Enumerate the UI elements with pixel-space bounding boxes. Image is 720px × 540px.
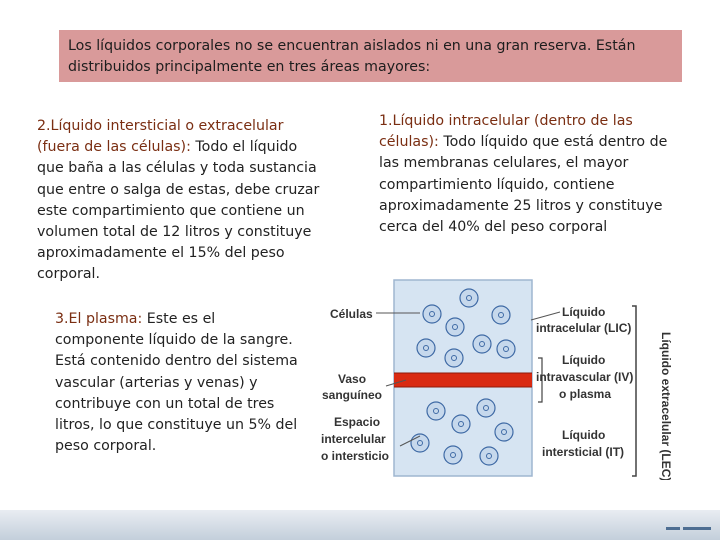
diagram-svg bbox=[316, 276, 678, 480]
label-lic-2: intracelular (LIC) bbox=[536, 321, 632, 335]
blood-vessel-band bbox=[394, 373, 532, 387]
interstitial-title: 2.Líquido intersticial o extracelular (fuera de las células): bbox=[37, 118, 284, 156]
interstitial-section bbox=[37, 116, 327, 286]
label-space-2: intercelular bbox=[321, 432, 386, 446]
intracellular-title: 1.Líquido intracelular (dentro de las células): bbox=[379, 113, 633, 151]
label-it-2: intersticial (IT) bbox=[542, 445, 625, 459]
plasma-title: 3.El plasma: bbox=[55, 311, 143, 327]
cell-shape bbox=[411, 434, 429, 452]
intracellular-section bbox=[379, 111, 679, 238]
cell-shape bbox=[427, 402, 445, 420]
footer-logo-bar bbox=[683, 527, 711, 530]
label-iv-1: Líquido bbox=[562, 353, 606, 367]
label-space-1: Espacio bbox=[334, 415, 381, 429]
fluid-compartments-diagram bbox=[316, 276, 678, 480]
plasma-body: Este es el componente líquido de la sangre. Está contenido dentro del sistema vascular (arterias y venas) y contribuye con un total de tres litros, lo que constituye un 5% del peso corporal. bbox=[55, 311, 298, 455]
plasma-section bbox=[55, 309, 305, 457]
cell-shape bbox=[460, 289, 478, 307]
cell-shape bbox=[480, 447, 498, 465]
cell-shape bbox=[423, 305, 441, 323]
label-extracellular-vertical: Líquido extracelular (LEC) bbox=[659, 332, 673, 480]
cell-shape bbox=[452, 415, 470, 433]
footer-logo bbox=[666, 527, 714, 533]
cell-shape bbox=[473, 335, 491, 353]
cell-shape bbox=[446, 318, 464, 336]
header-box bbox=[59, 30, 682, 82]
label-cells: Células bbox=[330, 307, 373, 321]
cell-shape bbox=[444, 446, 462, 464]
label-space-3: o intersticio bbox=[321, 449, 390, 463]
label-iv-2: intravascular (IV) bbox=[536, 370, 634, 384]
label-vessel-2: sanguíneo bbox=[322, 388, 383, 402]
cell-shape bbox=[497, 340, 515, 358]
label-iv-3: o plasma bbox=[559, 387, 612, 401]
cell-shape bbox=[417, 339, 435, 357]
intracellular-body: Todo líquido que está dentro de las membranas celulares, el mayor compartimiento líquido, contiene aproximadamente 25 litros y constituye cerca del 40% del peso corporal bbox=[379, 134, 668, 236]
cell-shape bbox=[492, 306, 510, 324]
footer-logo-bar bbox=[666, 527, 680, 530]
footer-strip bbox=[0, 510, 720, 540]
label-vessel-1: Vaso bbox=[338, 372, 367, 386]
cell-shape bbox=[445, 349, 463, 367]
header-text: Los líquidos corporales no se encuentran aislados ni en una gran reserva. Están distribuidos principalmente en tres áreas mayores: bbox=[68, 38, 636, 75]
label-it-1: Líquido bbox=[562, 428, 606, 442]
cell-shape bbox=[495, 423, 513, 441]
interstitial-body: Todo el líquido que baña a las células y toda sustancia que entre o salga de estas, debe cruzar este compartimiento que contiene un volumen total de 12 litros y constituye aproximadamente el 15% del peso corporal. bbox=[37, 139, 320, 283]
cell-shape bbox=[477, 399, 495, 417]
label-lic-1: Líquido bbox=[562, 305, 606, 319]
